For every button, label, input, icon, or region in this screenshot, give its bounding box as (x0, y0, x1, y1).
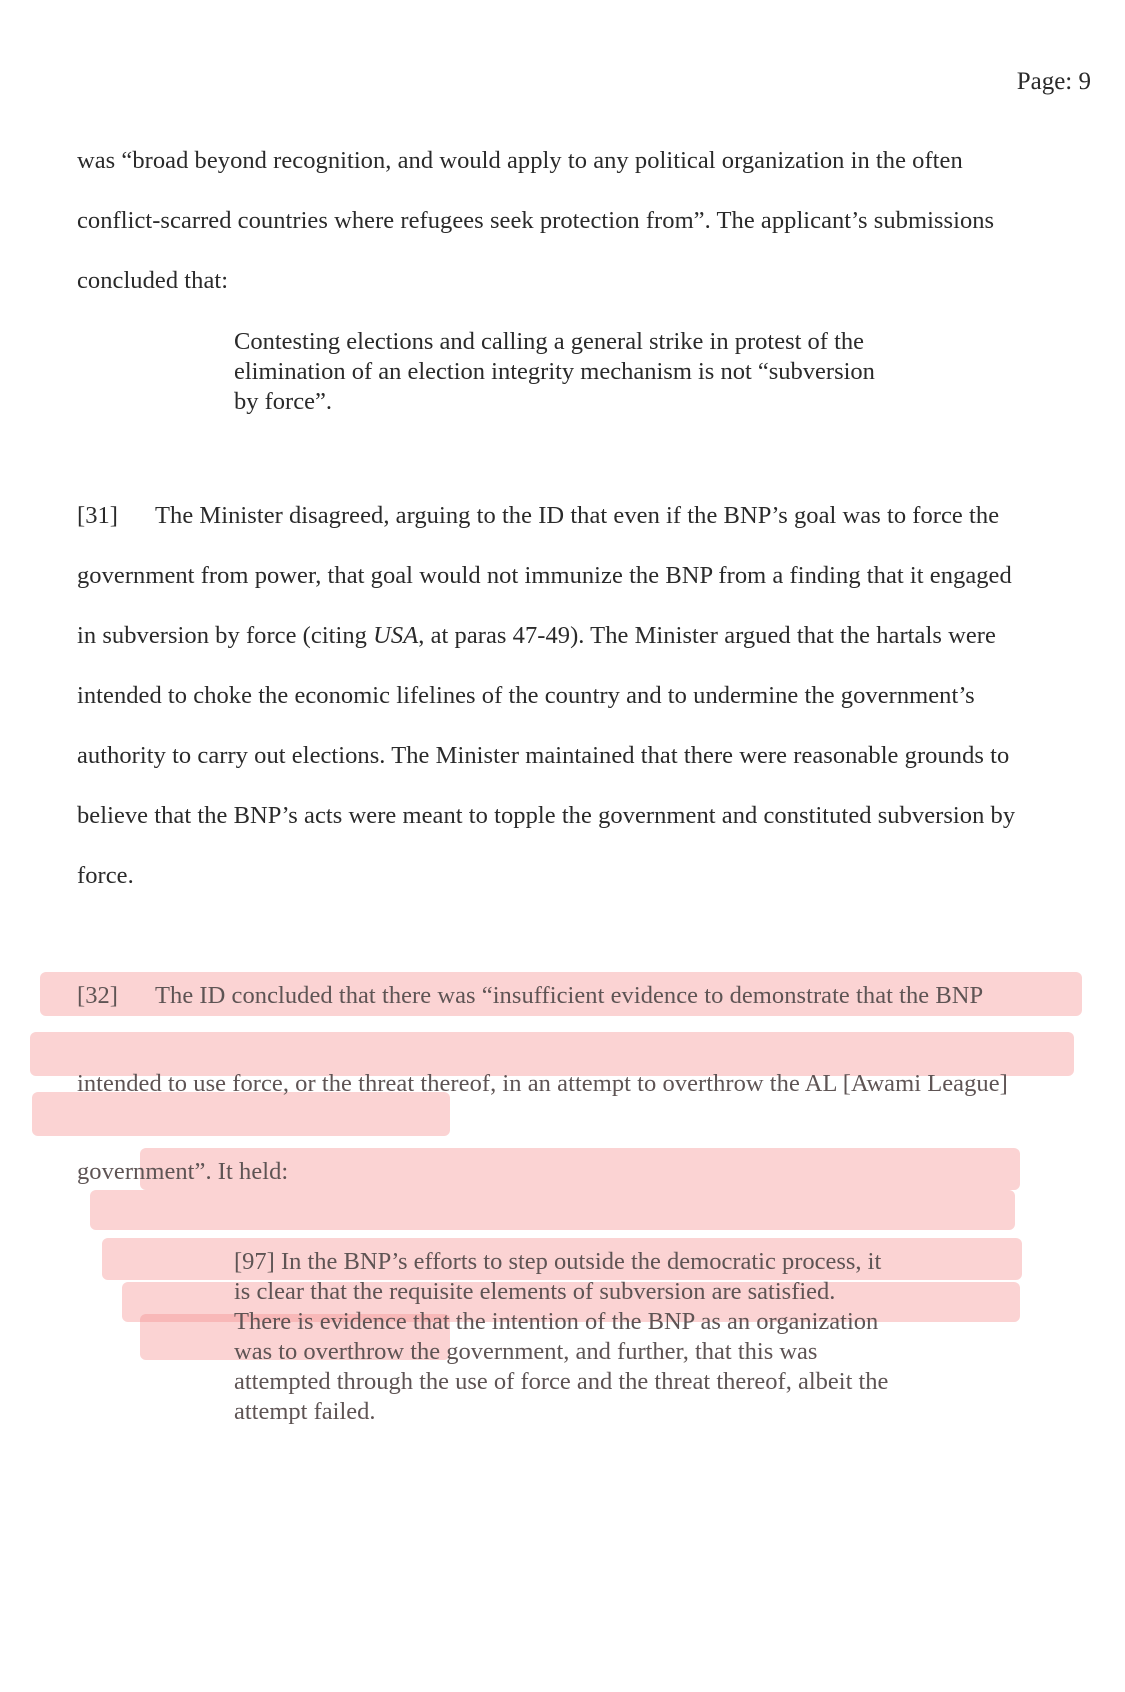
body-line: concluded that: (77, 267, 229, 294)
quote-line: [97] In the BNP’s efforts to step outside the democratic process, it (234, 1248, 882, 1275)
body-line (77, 622, 996, 650)
text-segment: , at paras 47-49). The Minister argued that the hartals were (418, 622, 996, 649)
body-line: intended to choke the economic lifelines of the country and to undermine the government’s (77, 682, 975, 709)
paragraph-text: The Minister disagreed, arguing to the ID that even if the BNP’s goal was to force the (155, 502, 1000, 529)
body-line: believe that the BNP’s acts were meant to topple the government and constituted subversion by (77, 802, 1016, 829)
block-quote (234, 327, 875, 417)
body-line: government”. It held: (77, 1158, 289, 1185)
paragraph-text: The ID concluded that there was “insufficient evidence to demonstrate that the BNP (155, 982, 984, 1009)
paragraph-31-first-line (77, 502, 999, 530)
quote-line: by force”. (234, 388, 332, 415)
highlight-mark (32, 1092, 450, 1136)
quote-line: Contesting elections and calling a general strike in protest of the (234, 328, 865, 355)
block-quote (234, 1247, 1125, 1427)
body-line: force. (77, 862, 134, 889)
quote-line: is clear that the requisite elements of subversion are satisfied. (234, 1278, 836, 1305)
quote-line: was to overthrow the government, and further, that this was (234, 1338, 818, 1365)
body-line: was “broad beyond recognition, and would apply to any political organization in the often (77, 147, 963, 174)
body-line: government from power, that goal would not immunize the BNP from a finding that it engaged (77, 562, 1012, 589)
quote-line: There is evidence that the intention of the BNP as an organization (234, 1308, 879, 1335)
paragraph-number: [31] (77, 502, 119, 529)
quote-line: attempted through the use of force and the threat thereof, albeit the (234, 1368, 889, 1395)
case-citation: USA (373, 622, 419, 649)
page-number: Page: 9 (1016, 68, 1091, 95)
highlight-mark (90, 1190, 1015, 1230)
paragraph-32-first-line (77, 982, 1125, 1010)
text-segment: in subversion by force (citing (77, 622, 374, 649)
quote-line: elimination of an election integrity mechanism is not “subversion (234, 358, 875, 385)
body-line: conflict-scarred countries where refugees seek protection from”. The applicant’s submissions (77, 207, 995, 234)
paragraph-number: [32] (77, 982, 119, 1009)
quote-line: attempt failed. (234, 1398, 376, 1425)
body-line: authority to carry out elections. The Minister maintained that there were reasonable grounds to (77, 742, 1010, 769)
body-line: intended to use force, or the threat thereof, in an attempt to overthrow the AL [Awami League] (77, 1070, 1008, 1097)
